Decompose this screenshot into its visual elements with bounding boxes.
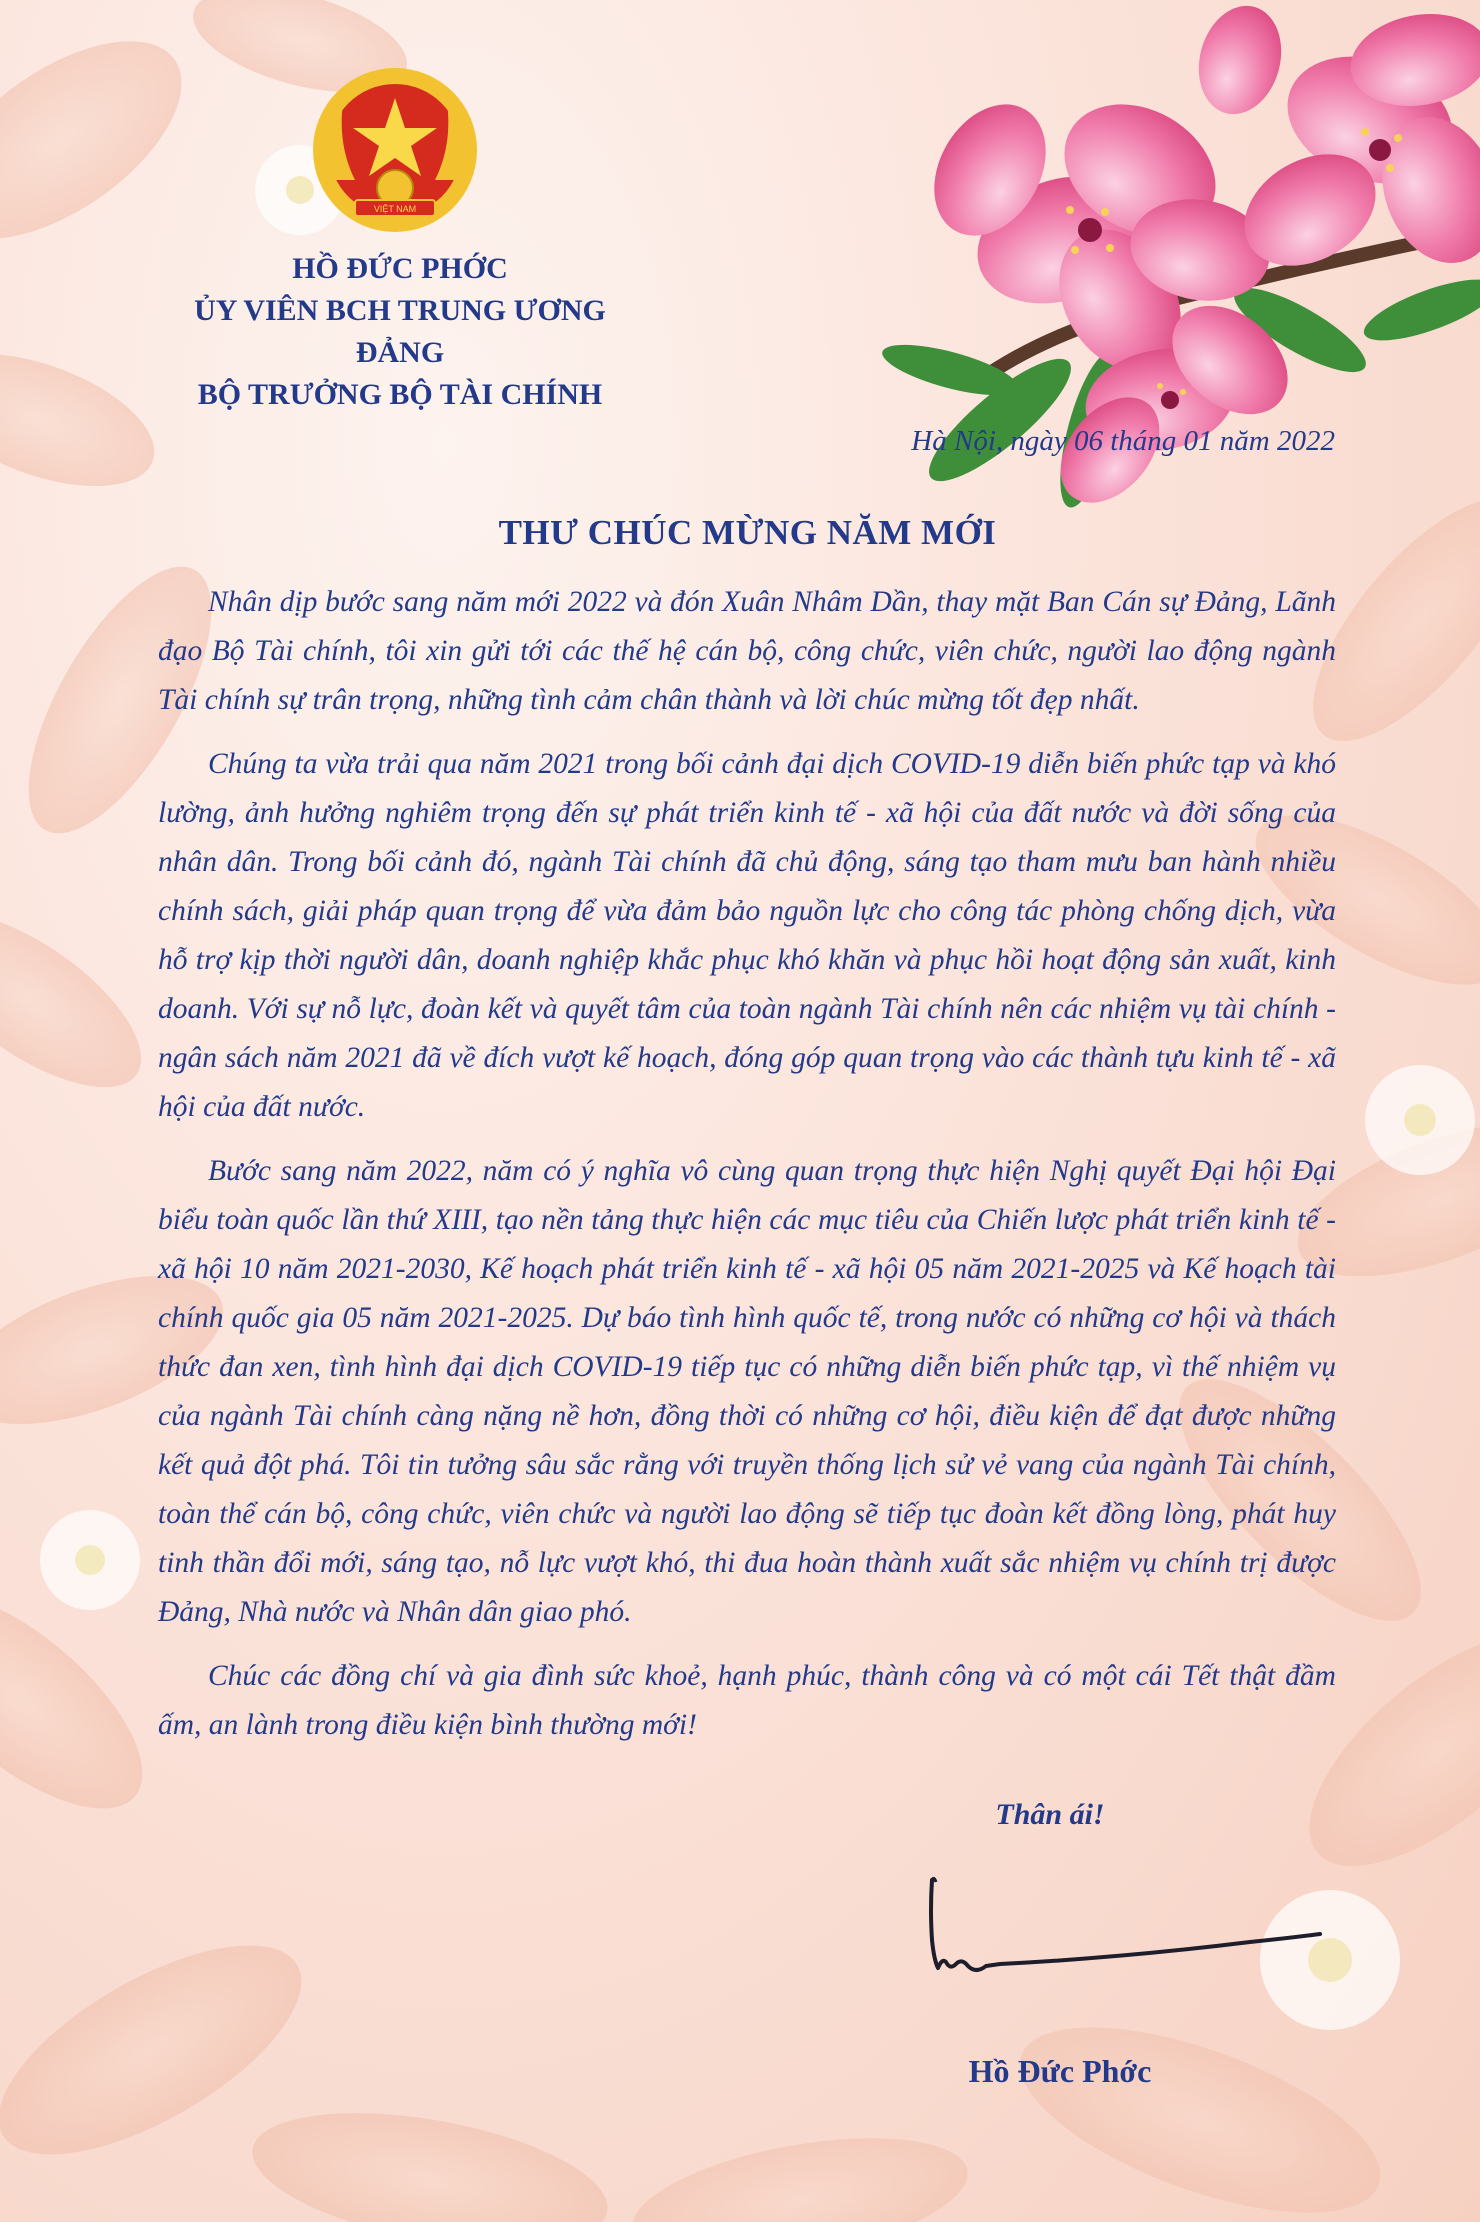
paragraph-2: Chúng ta vừa trải qua năm 2021 trong bối cảnh đại dịch COVID-19 diễn biến phức tạp và khó lường, ảnh hưởng nghiêm trọng đến sự phát triển kinh tế - xã hội của đất nước và đời sống của nhân dân. Trong bối cảnh đó, ngành Tài chính đã chủ động, sáng tạo tham mưu ban hành nhiều chính sách, giải pháp quan trọng để vừa đảm bảo nguồn lực cho công tác phòng chống dịch, vừa hỗ trợ kịp thời người dân, doanh nghiệp khắc phục khó khăn và phục hồi hoạt động sản xuất, kinh doanh. Với sự nỗ lực, đoàn kết và quyết tâm của toàn ngành Tài chính nên các nhiệm vụ tài chính - ngân sách năm 2021 đã về đích vượt kế hoạch, đóng góp quan trọng vào các thành tựu kinh tế - xã hội của đất nước. [158,748,1336,1123]
letter-title: THƯ CHÚC MỪNG NĂM MỚI [498,513,997,552]
sender-header [160,248,640,416]
sender-position-2: BỘ TRƯỞNG BỘ TÀI CHÍNH [197,378,603,411]
letter-body [158,578,1336,1765]
national-emblem-icon [305,60,485,240]
sender-position-1: ỦY VIÊN BCH TRUNG ƯƠNG ĐẢNG [194,294,606,369]
signer-name: Hồ Đức Phớc [968,2053,1152,2089]
paragraph-4: Chúc các đồng chí và gia đình sức khoẻ, hạnh phúc, thành công và có một cái Tết thật đầm ấm, an lành trong điều kiện bình thường mới! [158,1660,1336,1741]
closing-salutation: Thân ái! [995,1798,1105,1831]
paragraph-1: Nhân dịp bước sang năm mới 2022 và đón Xuân Nhâm Dần, thay mặt Ban Cán sự Đảng, Lãnh đạo Bộ Tài chính, tôi xin gửi tới các thế hệ cán bộ, công chức, viên chức, người lao động ngành Tài chính sự trân trọng, những tình cảm chân thành và lời chúc mừng tốt đẹp nhất. [158,586,1336,716]
handwritten-signature-icon [920,1870,1340,1990]
paragraph-3: Bước sang năm 2022, năm có ý nghĩa vô cùng quan trọng thực hiện Nghị quyết Đại hội Đại biểu toàn quốc lần thứ XIII, tạo nền tảng thực hiện các mục tiêu của Chiến lược phát triển kinh tế - xã hội 10 năm 2021-2030, Kế hoạch phát triển kinh tế - xã hội 05 năm 2021-2025 và Kế hoạch tài chính quốc gia 05 năm 2021-2025. Dự báo tình hình quốc tế, trong nước có những cơ hội và thách thức đan xen, tình hình đại dịch COVID-19 tiếp tục có những diễn biến phức tạp, vì thế nhiệm vụ của ngành Tài chính càng nặng nề hơn, đồng thời có những cơ hội, điều kiện để đạt được những kết quả đột phá. Tôi tin tưởng sâu sắc rằng với truyền thống lịch sử vẻ vang của ngành Tài chính, toàn thể cán bộ, công chức, viên chức và người lao động sẽ tiếp tục đoàn kết đồng lòng, phát huy tinh thần đổi mới, sáng tạo, nỗ lực vượt khó, thi đua hoàn thành xuất sắc nhiệm vụ chính trị được Đảng, Nhà nước và Nhân dân giao phó. [158,1155,1336,1628]
date-line: Hà Nội, ngày 06 tháng 01 năm 2022 [911,425,1335,457]
sender-name: HỒ ĐỨC PHỚC [292,252,508,285]
emblem-text: VIỆT NAM [373,204,417,214]
